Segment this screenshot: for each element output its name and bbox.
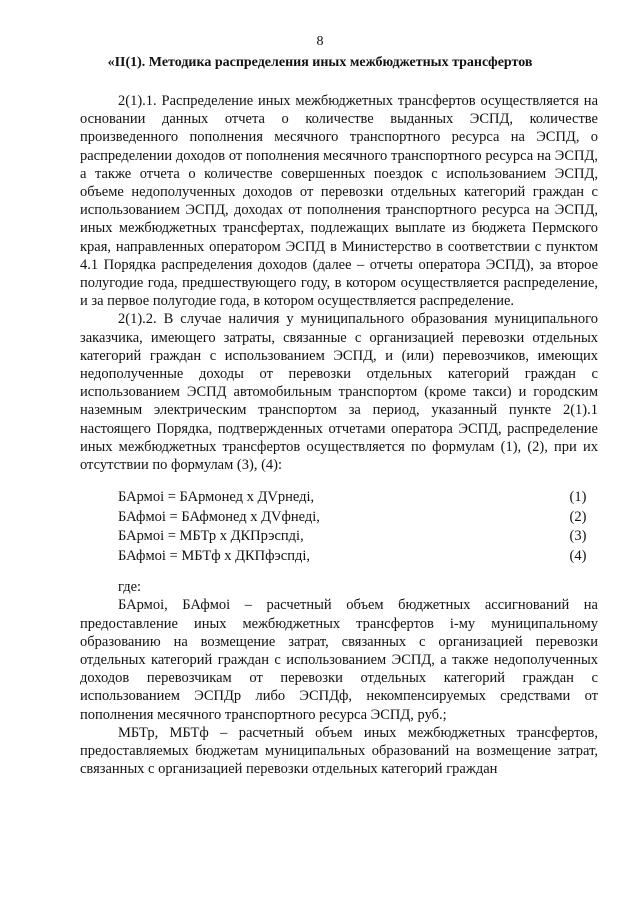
formula-row bbox=[80, 508, 598, 528]
formula-expression: БАфмоi = БАфмонед х ДVфнедi, bbox=[118, 508, 320, 525]
paragraph-2-1-2: 2(1).2. В случае наличия у муниципального образования муниципального заказчика, имеющего затраты, связанные с организацией перевозки отдельных категорий граждан с использованием ЭСПД, и (или) перевозчиков, имеющих недополученные доходы от перевозки отдельных категорий граждан с использованием ЭСПД автомобильным транспортом (кроме такси) и городским наземным электрическим транспортом за период, указанный пункте 2(1).1 настоящего Порядка, подтвержденных отчетами оператора ЭСПД, распределение иных межбюджетных трансфертов осуществляется по формулам (1), (2), при их отсутствии по формулам (3), (4): bbox=[80, 311, 598, 474]
formula-expression: БАфмоi = МБТф х ДКПфэспдi, bbox=[118, 547, 310, 564]
formula-number: (3) bbox=[569, 528, 587, 545]
page-number: 8 bbox=[316, 34, 324, 49]
definition-bafmo: БАрмоi, БАфмоi – расчетный объем бюджетных ассигнований на предоставление иных межбюджетных трансфертов i-му муниципальному образованию на возмещение затрат, связанных с организацией перевозки отдельных категорий граждан с использованием ЭСПД, а также недополученных доходов перевозчикам от перевозки отдельных категорий граждан с использованием ЭСПДр либо ЭСПДф, некомпенсируемых средствами от пополнения месячного транспортного ресурса ЭСПД, руб.; bbox=[80, 597, 598, 723]
formula-expression: БАрмоi = МБТр х ДКПрэспдi, bbox=[118, 528, 304, 545]
formula-row bbox=[80, 527, 598, 547]
formula-list bbox=[80, 488, 598, 566]
definition-mbt: МБТр, МБТф – расчетный объем иных межбюджетных трансфертов, предоставляемых бюджетам муниципальных образований на возмещение затрат, связанных с организацией перевозки отдельных категорий граждан bbox=[80, 724, 598, 778]
document-body bbox=[80, 92, 598, 779]
paragraph-2-1-1: 2(1).1. Распределение иных межбюджетных трансфертов осуществляется на основании данных отчета о количестве выданных ЭСПД, количестве произведенного пополнения месячного транспортного ресурса на ЭСПД, о распределении доходов от пополнения месячного транспортного ресурса на ЭСПД, а также отчета о количестве совершенных поездок с использованием ЭСПД, объеме недополученных доходов от перевозки отдельных категорий граждан с использованием ЭСПД, доходах от пополнения транспортного ресурса на ЭСПД, иных межбюджетных трансфертах, подлежащих выплате из бюджета Пермского края, направленных оператором ЭСПД в Министерство в соответствии с пунктом 4.1 Порядка распределения доходов (далее – отчеты оператора ЭСПД), за второе полугодие года, предшествующего году, в котором осуществляется распределение, и за первое полугодие года, в котором осуществляется распределение. bbox=[80, 93, 598, 310]
formula-row bbox=[80, 488, 598, 508]
formula-expression: БАрмоi = БАрмонед х ДVрнедi, bbox=[118, 489, 315, 506]
section-heading: «II(1). Методика распределения иных межбюджетных трансфертов bbox=[107, 55, 533, 70]
where-label: где: bbox=[118, 579, 142, 596]
formula-number: (4) bbox=[569, 547, 587, 564]
formula-number: (2) bbox=[569, 508, 587, 525]
formula-number: (1) bbox=[569, 489, 587, 506]
formula-row bbox=[80, 547, 598, 567]
